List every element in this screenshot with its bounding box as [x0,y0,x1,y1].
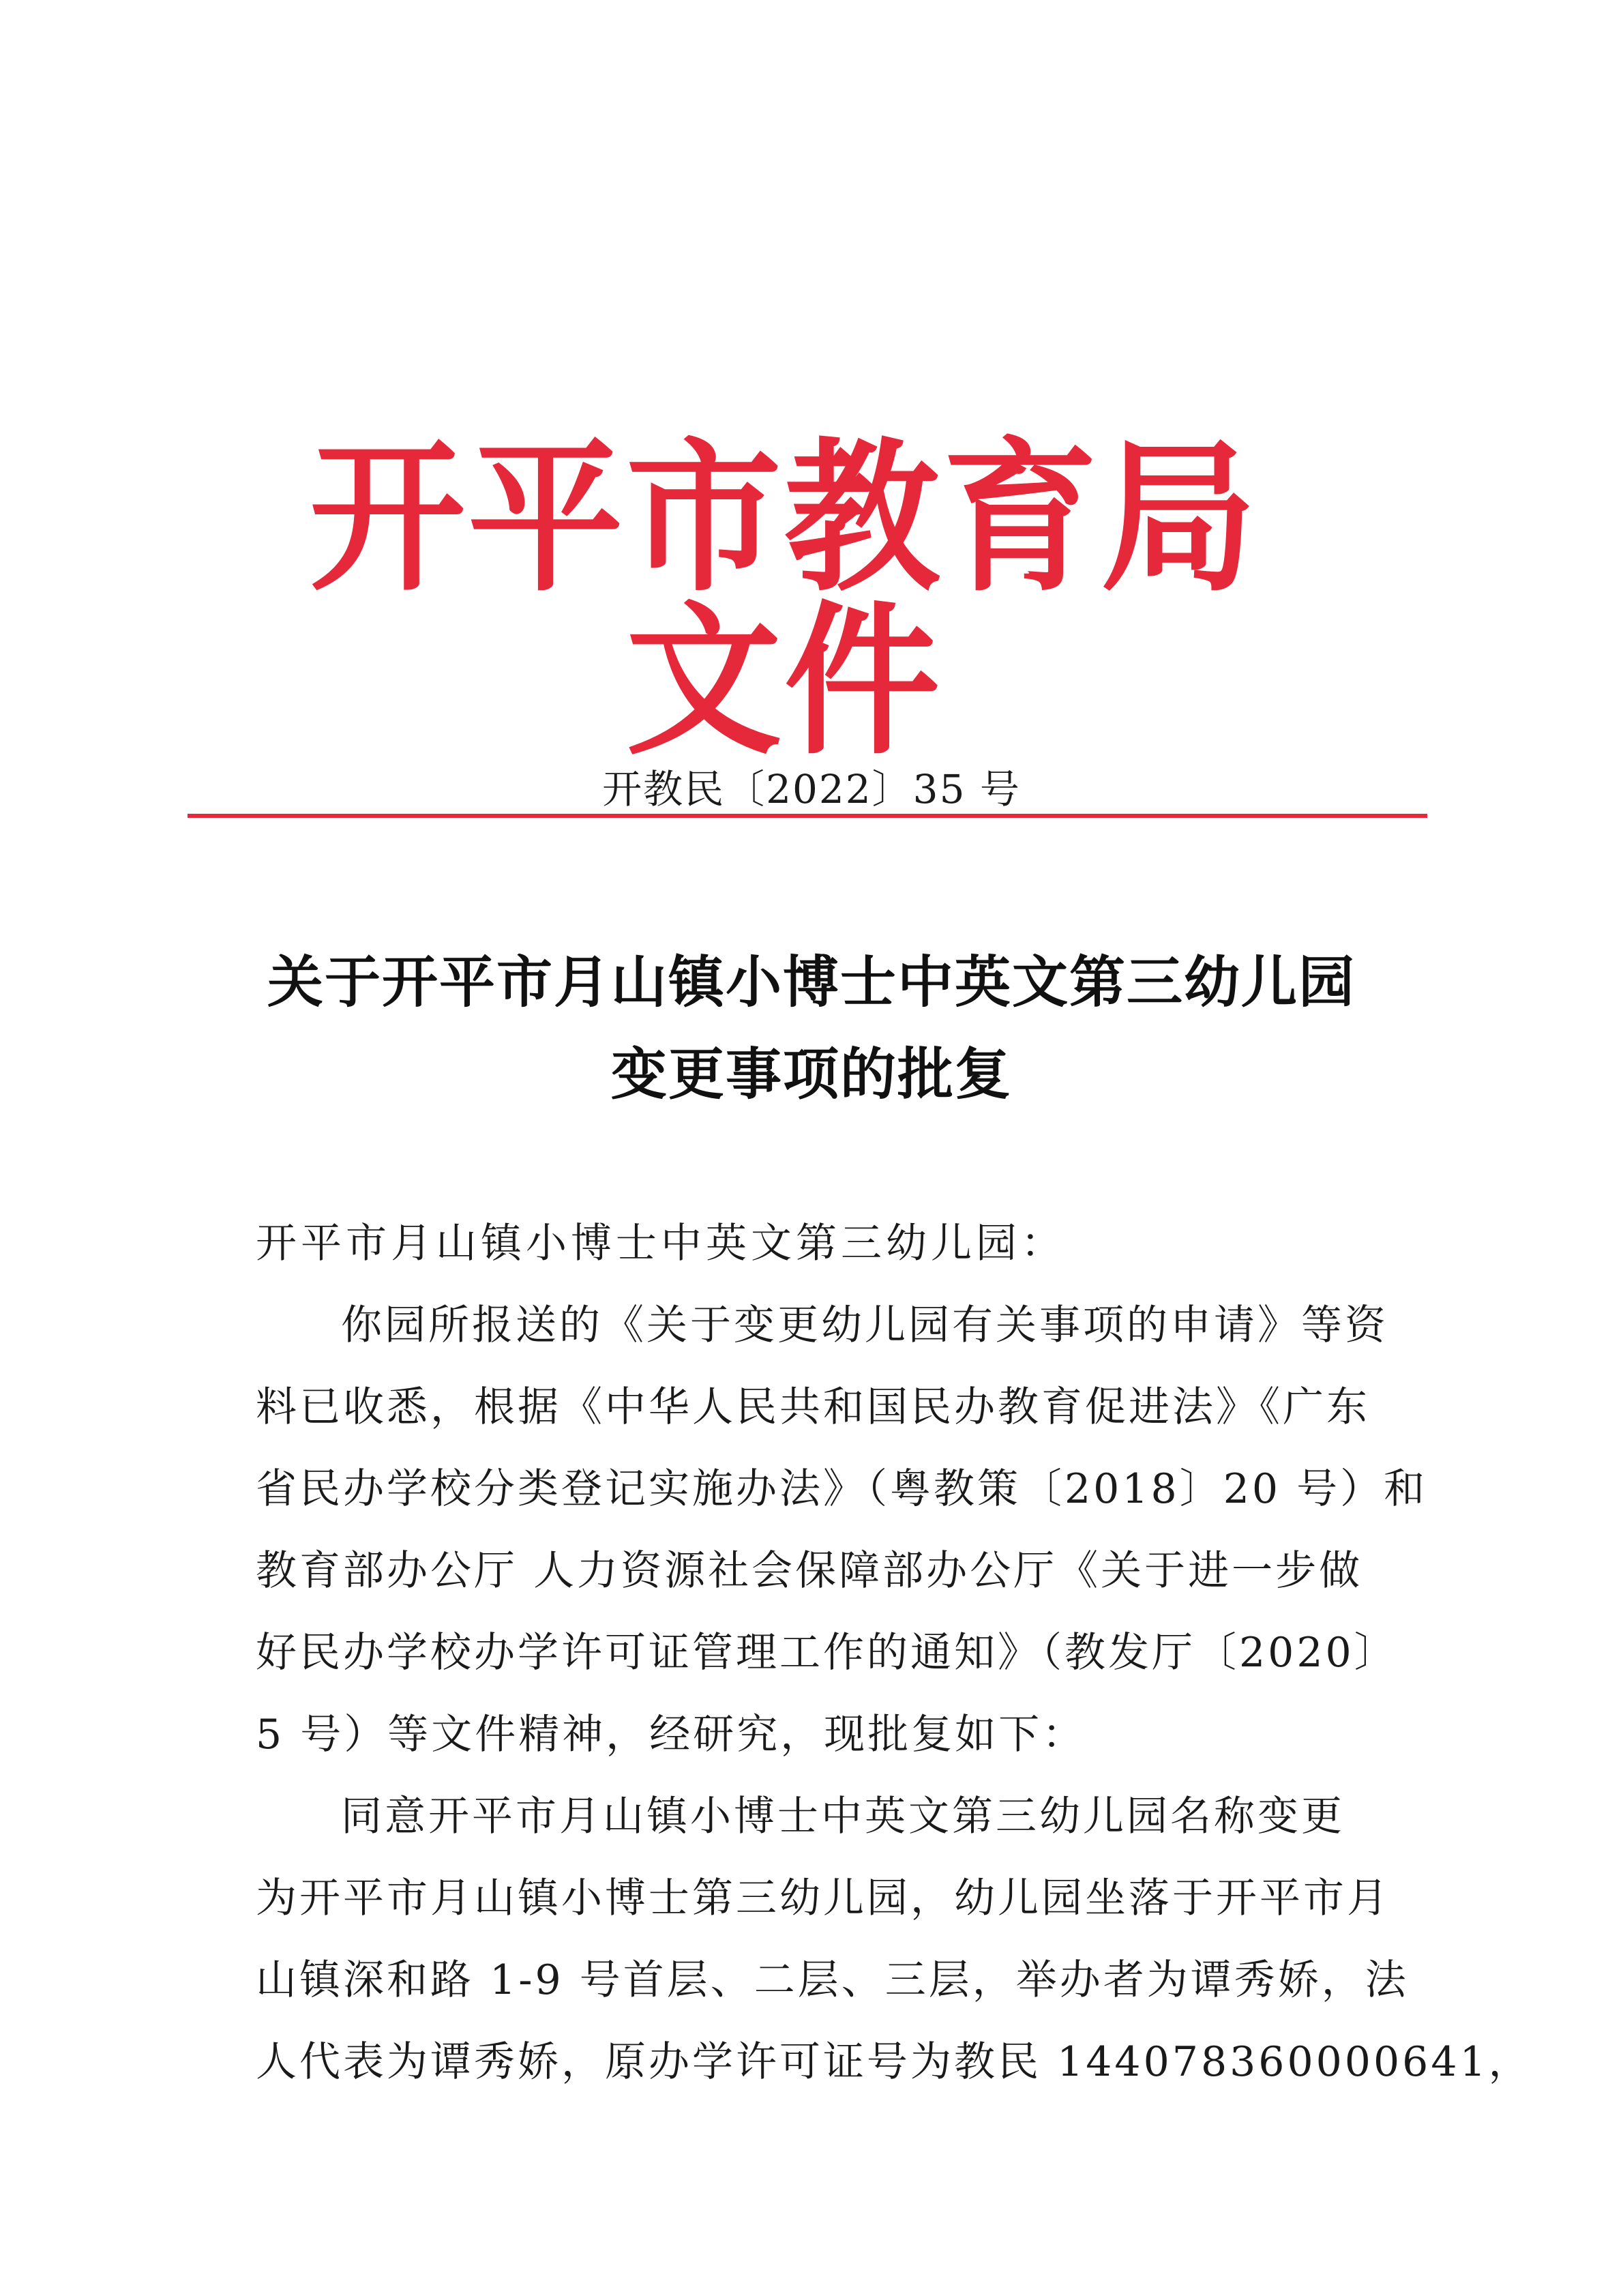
body-line: 料已收悉，根据《中华人民共和国民办教育促进法》《广东 [256,1383,1370,1431]
document-number: 开教民〔2022〕35 号 [602,766,1021,812]
salutation: 开平市月山镇小博士中英文第三幼儿园： [256,1220,1066,1267]
document-title-line-1: 关于开平市月山镇小博士中英文第三幼儿园 [267,950,1356,1015]
body-line: 人代表为谭秀娇，原办学许可证号为教民 144078360000641， [256,2038,1532,2086]
body-line: 为开平市月山镇小博士第三幼儿园，幼儿园坐落于开平市月 [256,1874,1390,1922]
masthead-title: 开平市教育局文件 [310,423,1259,777]
red-divider-rule [188,814,1427,818]
body-line: 5 号）等文件精神，经研究，现批复如下： [256,1711,1086,1758]
document-title-line-2: 变更事项的批复 [610,1042,1012,1107]
body-line: 省民办学校分类登记实施办法》（粤教策〔2018〕20 号）和 [256,1465,1428,1513]
body-line: 你园所报送的《关于变更幼儿园有关事项的申请》等资 [341,1301,1388,1349]
body-line: 山镇深和路 1-9 号首层、二层、三层，举办者为谭秀娇，法 [256,1956,1409,2004]
body-line: 教育部办公厅 人力资源社会保障部办公厅《关于进一步做 [256,1547,1363,1595]
body-line: 同意开平市月山镇小博士中英文第三幼儿园名称变更 [341,1793,1345,1840]
body-line: 好民办学校办学许可证管理工作的通知》（教发厅〔2020〕 [256,1629,1398,1677]
